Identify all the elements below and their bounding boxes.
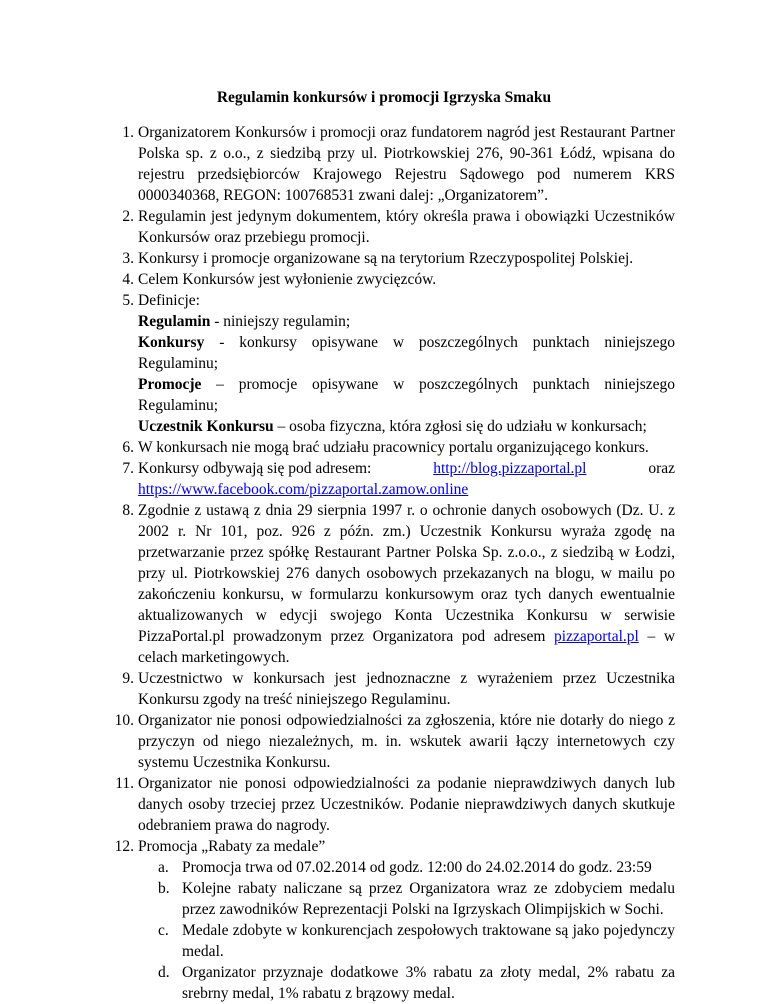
item-text: Celem Konkursów jest wyłonienie zwycięzców. — [138, 271, 437, 288]
definition-term: Regulamin — [138, 313, 211, 330]
regulation-list — [100, 122, 675, 1004]
blog-link[interactable]: http://blog.pizzaportal.pl — [433, 460, 587, 477]
sub-item-c — [100, 920, 675, 962]
list-item-1 — [100, 122, 675, 206]
pizzaportal-link[interactable]: pizzaportal.pl — [554, 628, 639, 645]
definition-desc: - niniejszy regulamin; — [210, 313, 351, 330]
item-number: 1. — [122, 124, 134, 141]
item-text: Zgodnie z ustawą z dnia 29 sierpnia 1997 r. o ochronie danych osobowych (Dz. U. z 2002 r. Nr 101, poz. 926 z późn. zm.) Uczestnik Konkursu wyraża zgodę na przetwarzanie przez spółkę Restaurant Partner Polska Sp. z.o.o., z siedzibą w Łodzi, przy ul. Piotrkowskiej 276 danych osobowych przekazanych na blogu, w mailu po zakończeniu konkursu, w formularzu konkursowym oraz tych danych ewentualnie aktualizowanych w edycji swojego Konta Uczestnika Konkursu w serwisie PizzaPortal.pl prowadzonym przez Organizatora pod adresem — [138, 502, 675, 645]
list-item-3 — [100, 248, 675, 269]
definition-desc: – promocje opisywane w poszczególnych punktach niniejszego Regulaminu; — [138, 376, 675, 414]
item-number: 4. — [122, 271, 134, 288]
item-text: Konkursy odbywają się pod adresem: — [138, 460, 372, 477]
item-number: 12. — [114, 838, 134, 855]
list-item-12 — [100, 836, 675, 857]
item-number: 11. — [115, 775, 134, 792]
item-text: Regulamin jest jedynym dokumentem, który określa prawa i obowiązki Uczestników Konkursów oraz przebiegu promocji. — [138, 208, 675, 246]
list-item-9 — [100, 668, 675, 710]
sub-item-text: Medale zdobyte w konkurencjach zespołowych traktowane są jako pojedynczy medal. — [182, 922, 675, 960]
facebook-link[interactable]: https://www.facebook.com/pizzaportal.zamow.online — [138, 481, 469, 498]
item-text: Definicje: — [138, 292, 200, 309]
sub-item-text: Kolejne rabaty naliczane są przez Organizatora wraz ze zdobyciem medalu przez zawodników Reprezentacji Polski na Igrzyskach Olimpijskich w Sochi. — [182, 880, 675, 918]
list-item-11 — [100, 773, 675, 836]
sub-item-b — [100, 878, 675, 920]
list-item-6 — [100, 437, 675, 458]
item-number: 7. — [122, 460, 134, 477]
list-item-5 — [100, 290, 675, 437]
item-number: 2. — [122, 208, 134, 225]
definition-promocje — [138, 374, 675, 416]
item-text: Organizatorem Konkursów i promocji oraz fundatorem nagród jest Restaurant Partner Polska sp. z o.o., z siedzibą przy ul. Piotrkowskiej 276, 90-361 Łódź, wpisana do rejestru przedsiębiorców Krajowego Rejestru Sądowego pod numerem KRS 0000340368, REGON: 100768531 zwani dalej: „Organizatorem”. — [138, 124, 675, 204]
sub-item-letter: c. — [158, 922, 169, 939]
sub-item-text: Promocja trwa od 07.02.2014 od godz. 12:00 do 24.02.2014 do godz. 23:59 — [182, 859, 652, 876]
sub-item-d — [100, 962, 675, 1004]
list-item-8 — [100, 500, 675, 668]
item-number: 6. — [122, 439, 134, 456]
item-number: 9. — [122, 670, 134, 687]
item-line — [138, 458, 675, 479]
sub-item-letter: a. — [158, 859, 169, 876]
item-number: 5. — [122, 292, 134, 309]
definition-uczestnik — [138, 416, 675, 437]
item-text: Konkursy i promocje organizowane są na terytorium Rzeczypospolitej Polskiej. — [138, 250, 634, 267]
item-number: 8. — [122, 502, 134, 519]
item-text: Organizator nie ponosi odpowiedzialności za zgłoszenia, które nie dotarły do niego z przyczyn od niego niezależnych, m. in. wskutek awarii łączy internetowych czy systemu Uczestnika Konkursu. — [138, 712, 675, 771]
definition-konkursy — [138, 332, 675, 374]
definition-term: Promocje — [138, 376, 202, 393]
item-number: 10. — [114, 712, 134, 729]
definition-regulamin — [138, 311, 675, 332]
definition-term: Uczestnik Konkursu — [138, 418, 274, 435]
list-item-2 — [100, 206, 675, 248]
sub-item-letter: b. — [158, 880, 170, 897]
sub-item-text: Organizator przyznaje dodatkowe 3% rabatu za złoty medal, 2% rabatu za srebrny medal, 1% rabatu z brązowy medal. — [182, 964, 675, 1002]
definition-desc: - konkursy opisywane w poszczególnych punktach niniejszego Regulaminu; — [138, 334, 675, 372]
item-text-conjunction: oraz — [648, 460, 675, 477]
item-text-end: – w celach marketingowych. — [138, 628, 676, 666]
document-title: Regulamin konkursów i promocji Igrzyska Smaku — [216, 89, 552, 106]
sub-item-letter: d. — [158, 964, 170, 981]
list-item-10 — [100, 710, 675, 773]
list-item-4 — [100, 269, 675, 290]
sub-item-a — [100, 857, 675, 878]
item-text: Uczestnictwo w konkursach jest jednoznaczne z wyrażeniem przez Uczestnika Konkursu zgody na treść niniejszego Regulaminu. — [138, 670, 675, 708]
item-text: Promocja „Rabaty za medale” — [138, 838, 326, 855]
item-text: W konkursach nie mogą brać udziału pracownicy portalu organizującego konkurs. — [138, 439, 649, 456]
definition-desc: – osoba fizyczna, która zgłosi się do udziału w konkursach; — [273, 418, 647, 435]
item-number: 3. — [122, 250, 134, 267]
list-item-7 — [100, 458, 675, 500]
definition-term: Konkursy — [138, 334, 205, 351]
item-text: Organizator nie ponosi odpowiedzialności za podanie nieprawdziwych danych lub danych osoby trzeciej przez Uczestników. Podanie nieprawdziwych danych skutkuje odebraniem prawa do nagrody. — [138, 775, 675, 834]
